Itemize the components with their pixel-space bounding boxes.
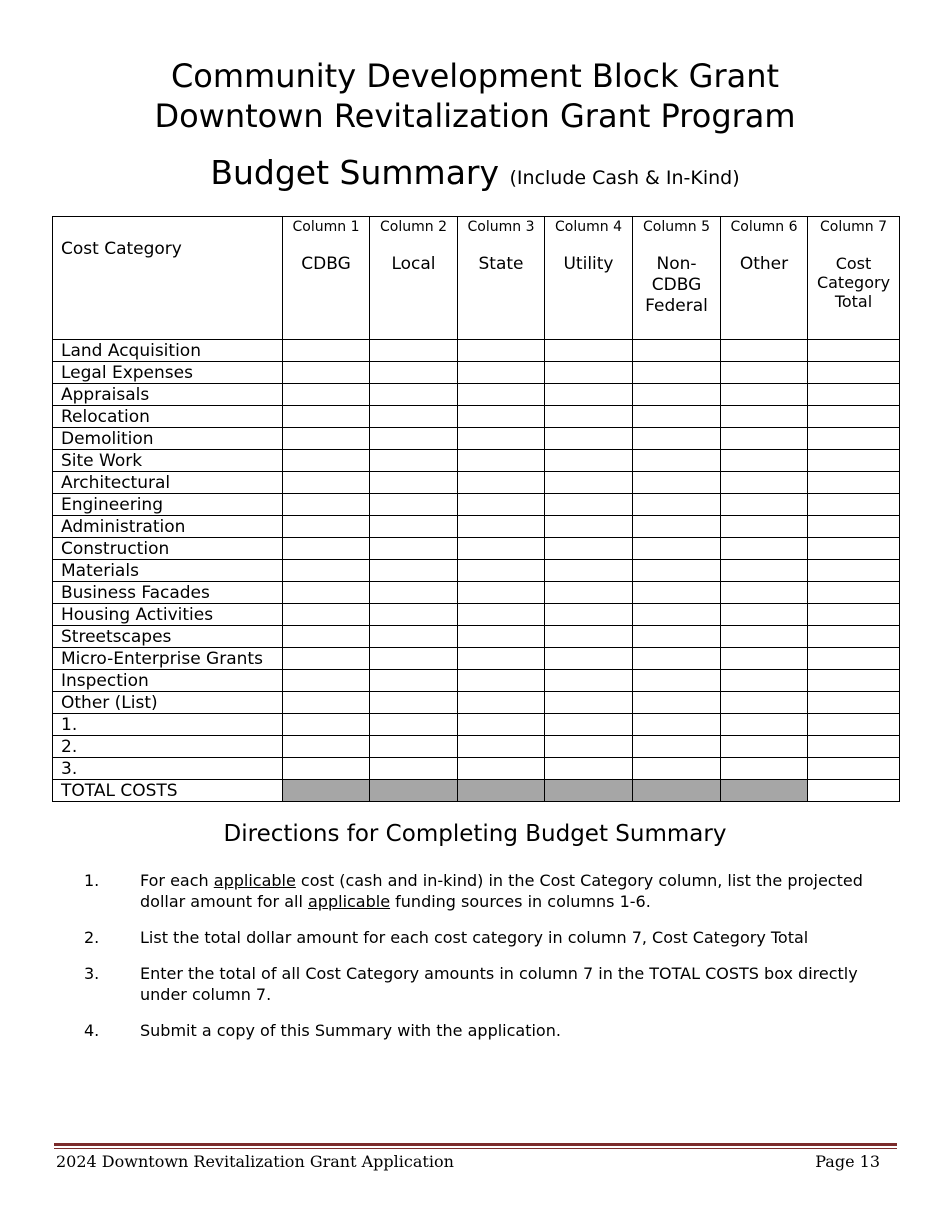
amount-cell[interactable] (808, 692, 900, 714)
amount-cell[interactable] (808, 406, 900, 428)
direction-number: 3. (84, 964, 100, 983)
cost-category-label: Site Work (53, 450, 283, 472)
amount-cell[interactable] (458, 428, 545, 450)
amount-cell[interactable] (370, 472, 458, 494)
subtitle-note: (Include Cash & In-Kind) (509, 167, 740, 189)
column-number: Column 3 (467, 219, 535, 235)
total-costs-box[interactable] (808, 780, 900, 802)
amount-cell[interactable] (370, 538, 458, 560)
amount-cell[interactable] (633, 362, 721, 384)
amount-cell[interactable] (458, 362, 545, 384)
amount-cell[interactable] (370, 340, 458, 362)
amount-cell[interactable] (721, 582, 808, 604)
amount-cell[interactable] (370, 560, 458, 582)
amount-cell[interactable] (283, 362, 370, 384)
cost-category-label: Inspection (53, 670, 283, 692)
shaded-cell (545, 780, 633, 802)
amount-cell[interactable] (633, 538, 721, 560)
amount-cell[interactable] (545, 494, 633, 516)
amount-cell[interactable] (545, 692, 633, 714)
amount-cell[interactable] (370, 516, 458, 538)
amount-cell[interactable] (808, 670, 900, 692)
amount-cell[interactable] (633, 582, 721, 604)
amount-cell[interactable] (458, 582, 545, 604)
amount-cell[interactable] (545, 736, 633, 758)
amount-cell[interactable] (808, 516, 900, 538)
amount-cell[interactable] (370, 758, 458, 780)
amount-cell[interactable] (458, 736, 545, 758)
amount-cell[interactable] (370, 582, 458, 604)
amount-cell[interactable] (545, 626, 633, 648)
column-header-1 (283, 217, 370, 340)
amount-cell[interactable] (283, 670, 370, 692)
amount-cell[interactable] (545, 758, 633, 780)
amount-cell[interactable] (808, 428, 900, 450)
amount-cell[interactable] (370, 648, 458, 670)
direction-number: 2. (84, 928, 100, 947)
amount-cell[interactable] (808, 472, 900, 494)
amount-cell[interactable] (283, 692, 370, 714)
cost-category-label: Demolition (53, 428, 283, 450)
amount-cell[interactable] (808, 538, 900, 560)
amount-cell[interactable] (721, 758, 808, 780)
amount-cell[interactable] (633, 428, 721, 450)
amount-cell[interactable] (283, 736, 370, 758)
amount-cell[interactable] (633, 648, 721, 670)
amount-cell[interactable] (370, 692, 458, 714)
column-header-4 (545, 217, 633, 340)
amount-cell[interactable] (458, 692, 545, 714)
cost-category-label: Relocation (53, 406, 283, 428)
amount-cell[interactable] (283, 582, 370, 604)
column-name: Cost Category Total (816, 254, 891, 311)
amount-cell[interactable] (633, 736, 721, 758)
amount-cell[interactable] (370, 714, 458, 736)
amount-cell[interactable] (458, 538, 545, 560)
amount-cell[interactable] (808, 648, 900, 670)
amount-cell[interactable] (545, 538, 633, 560)
cost-category-label: Administration (53, 516, 283, 538)
title-line-1: Community Development Block Grant (170, 57, 780, 95)
total-row (53, 780, 900, 802)
amount-cell[interactable] (283, 384, 370, 406)
table-row (53, 626, 900, 648)
amount-cell[interactable] (545, 560, 633, 582)
amount-cell[interactable] (721, 494, 808, 516)
table-row (53, 560, 900, 582)
column-name: Other (739, 254, 789, 274)
amount-cell[interactable] (721, 450, 808, 472)
subtitle-text: Budget Summary (210, 153, 500, 192)
table-row (53, 692, 900, 714)
directions-title: Directions for Completing Budget Summary (223, 821, 727, 847)
amount-cell[interactable] (721, 714, 808, 736)
amount-cell[interactable] (721, 604, 808, 626)
amount-cell[interactable] (458, 626, 545, 648)
amount-cell[interactable] (808, 604, 900, 626)
table-row (53, 670, 900, 692)
amount-cell[interactable] (458, 494, 545, 516)
amount-cell[interactable] (370, 604, 458, 626)
cost-category-label: Streetscapes (53, 626, 283, 648)
amount-cell[interactable] (283, 472, 370, 494)
amount-cell[interactable] (458, 340, 545, 362)
amount-cell[interactable] (721, 692, 808, 714)
amount-cell[interactable] (808, 626, 900, 648)
amount-cell[interactable] (283, 340, 370, 362)
amount-cell[interactable] (458, 406, 545, 428)
shaded-cell (633, 780, 721, 802)
direction-number: 1. (84, 871, 100, 890)
column-number: Column 5 (643, 219, 710, 235)
amount-cell[interactable] (283, 450, 370, 472)
cost-category-label: 1. (53, 714, 283, 736)
cost-category-label: Appraisals (53, 384, 283, 406)
amount-cell[interactable] (458, 516, 545, 538)
direction-text: Enter the total of all Cost Category amounts in column 7 in the TOTAL COSTS box directly under column 7. (140, 964, 858, 1004)
footer-rule (54, 1143, 897, 1146)
total-costs-label: TOTAL COSTS (53, 780, 283, 802)
amount-cell[interactable] (283, 516, 370, 538)
table-body (53, 340, 900, 802)
amount-cell[interactable] (545, 384, 633, 406)
amount-cell[interactable] (545, 340, 633, 362)
amount-cell[interactable] (721, 428, 808, 450)
amount-cell[interactable] (545, 406, 633, 428)
amount-cell[interactable] (721, 538, 808, 560)
direction-text: List the total dollar amount for each cost category in column 7, Cost Category Total (140, 928, 809, 947)
amount-cell[interactable] (633, 494, 721, 516)
amount-cell[interactable] (283, 648, 370, 670)
table-row (53, 494, 900, 516)
amount-cell[interactable] (721, 648, 808, 670)
cost-category-label: Materials (53, 560, 283, 582)
cost-category-header: Cost Category (53, 217, 283, 340)
column-number: Column 2 (380, 219, 447, 235)
table-row (53, 736, 900, 758)
amount-cell[interactable] (545, 670, 633, 692)
column-header-5 (633, 217, 721, 340)
amount-cell[interactable] (370, 362, 458, 384)
amount-cell[interactable] (458, 670, 545, 692)
amount-cell[interactable] (370, 736, 458, 758)
amount-cell[interactable] (808, 340, 900, 362)
amount-cell[interactable] (721, 472, 808, 494)
footer-document-name: 2024 Downtown Revitalization Grant Application (56, 1152, 454, 1171)
amount-cell[interactable] (283, 604, 370, 626)
amount-cell[interactable] (721, 384, 808, 406)
amount-cell[interactable] (721, 670, 808, 692)
table-header-row (53, 217, 900, 340)
amount-cell[interactable] (545, 604, 633, 626)
cost-category-label: Micro-Enterprise Grants (53, 648, 283, 670)
amount-cell[interactable] (721, 560, 808, 582)
amount-cell[interactable] (545, 362, 633, 384)
table-row (53, 472, 900, 494)
amount-cell[interactable] (283, 494, 370, 516)
table-row (53, 516, 900, 538)
amount-cell[interactable] (633, 670, 721, 692)
amount-cell[interactable] (545, 450, 633, 472)
amount-cell[interactable] (633, 340, 721, 362)
table-row (53, 428, 900, 450)
title-line-2: Downtown Revitalization Grant Program (154, 97, 796, 135)
amount-cell[interactable] (458, 472, 545, 494)
amount-cell[interactable] (808, 450, 900, 472)
cost-category-label: Architectural (53, 472, 283, 494)
amount-cell[interactable] (721, 406, 808, 428)
amount-cell[interactable] (370, 384, 458, 406)
amount-cell[interactable] (633, 516, 721, 538)
amount-cell[interactable] (283, 538, 370, 560)
amount-cell[interactable] (721, 736, 808, 758)
amount-cell[interactable] (545, 472, 633, 494)
table-row (53, 604, 900, 626)
column-name: Utility (563, 254, 614, 274)
column-name: State (478, 254, 524, 274)
table-row (53, 340, 900, 362)
amount-cell[interactable] (458, 648, 545, 670)
column-header-7 (808, 217, 900, 340)
column-name: Non-CDBG Federal (645, 254, 708, 316)
amount-cell[interactable] (283, 714, 370, 736)
amount-cell[interactable] (721, 340, 808, 362)
cost-category-label: Other (List) (53, 692, 283, 714)
amount-cell[interactable] (808, 384, 900, 406)
amount-cell[interactable] (633, 604, 721, 626)
column-name: CDBG (301, 254, 351, 274)
amount-cell[interactable] (633, 758, 721, 780)
page-subtitle (0, 152, 950, 199)
amount-cell[interactable] (458, 560, 545, 582)
column-number: Column 4 (555, 219, 622, 235)
amount-cell[interactable] (721, 626, 808, 648)
cost-category-label: Engineering (53, 494, 283, 516)
direction-text: For each applicable cost (cash and in-kind) in the Cost Category column, list the projected dollar amount for all applicable funding sources in columns 1-6. (140, 871, 863, 911)
shaded-cell (458, 780, 545, 802)
amount-cell[interactable] (370, 494, 458, 516)
column-number: Column 1 (292, 219, 360, 235)
amount-cell[interactable] (633, 450, 721, 472)
amount-cell[interactable] (458, 758, 545, 780)
amount-cell[interactable] (633, 406, 721, 428)
cost-category-label: Business Facades (53, 582, 283, 604)
cost-category-label: Legal Expenses (53, 362, 283, 384)
cost-category-label: Land Acquisition (53, 340, 283, 362)
amount-cell[interactable] (283, 626, 370, 648)
amount-cell[interactable] (370, 670, 458, 692)
amount-cell[interactable] (370, 450, 458, 472)
table-row (53, 450, 900, 472)
column-header-6 (721, 217, 808, 340)
amount-cell[interactable] (808, 736, 900, 758)
amount-cell[interactable] (808, 494, 900, 516)
cost-category-label: Construction (53, 538, 283, 560)
column-name: Local (391, 254, 436, 274)
footer-rule-thin (54, 1148, 897, 1149)
column-header-3 (458, 217, 545, 340)
shaded-cell (721, 780, 808, 802)
amount-cell[interactable] (283, 428, 370, 450)
amount-cell[interactable] (370, 406, 458, 428)
amount-cell[interactable] (545, 714, 633, 736)
amount-cell[interactable] (633, 714, 721, 736)
direction-number: 4. (84, 1021, 100, 1040)
amount-cell[interactable] (370, 428, 458, 450)
amount-cell[interactable] (458, 384, 545, 406)
column-number: Column 6 (730, 219, 798, 235)
table-row (53, 406, 900, 428)
amount-cell[interactable] (633, 626, 721, 648)
amount-cell[interactable] (633, 384, 721, 406)
amount-cell[interactable] (458, 714, 545, 736)
amount-cell[interactable] (721, 516, 808, 538)
amount-cell[interactable] (283, 560, 370, 582)
amount-cell[interactable] (545, 428, 633, 450)
shaded-cell (283, 780, 370, 802)
amount-cell[interactable] (370, 626, 458, 648)
amount-cell[interactable] (545, 516, 633, 538)
table-row (53, 648, 900, 670)
table-row (53, 714, 900, 736)
amount-cell[interactable] (721, 362, 808, 384)
amount-cell[interactable] (808, 714, 900, 736)
cost-category-label: Housing Activities (53, 604, 283, 626)
amount-cell[interactable] (545, 648, 633, 670)
table-row (53, 758, 900, 780)
column-header-2 (370, 217, 458, 340)
amount-cell[interactable] (808, 758, 900, 780)
amount-cell[interactable] (633, 692, 721, 714)
cost-category-label: 2. (53, 736, 283, 758)
amount-cell[interactable] (458, 604, 545, 626)
amount-cell[interactable] (458, 450, 545, 472)
table-row (53, 384, 900, 406)
table-row (53, 582, 900, 604)
table-row (53, 362, 900, 384)
footer-page-number: Page 13 (815, 1152, 880, 1171)
amount-cell[interactable] (283, 758, 370, 780)
amount-cell[interactable] (633, 560, 721, 582)
amount-cell[interactable] (283, 406, 370, 428)
table-row (53, 538, 900, 560)
budget-summary-table (52, 216, 900, 802)
shaded-cell (370, 780, 458, 802)
amount-cell[interactable] (633, 472, 721, 494)
column-number: Column 7 (820, 219, 887, 235)
direction-text: Submit a copy of this Summary with the application. (140, 1021, 561, 1040)
amount-cell[interactable] (808, 582, 900, 604)
amount-cell[interactable] (545, 582, 633, 604)
cost-category-label: 3. (53, 758, 283, 780)
amount-cell[interactable] (808, 362, 900, 384)
amount-cell[interactable] (808, 560, 900, 582)
